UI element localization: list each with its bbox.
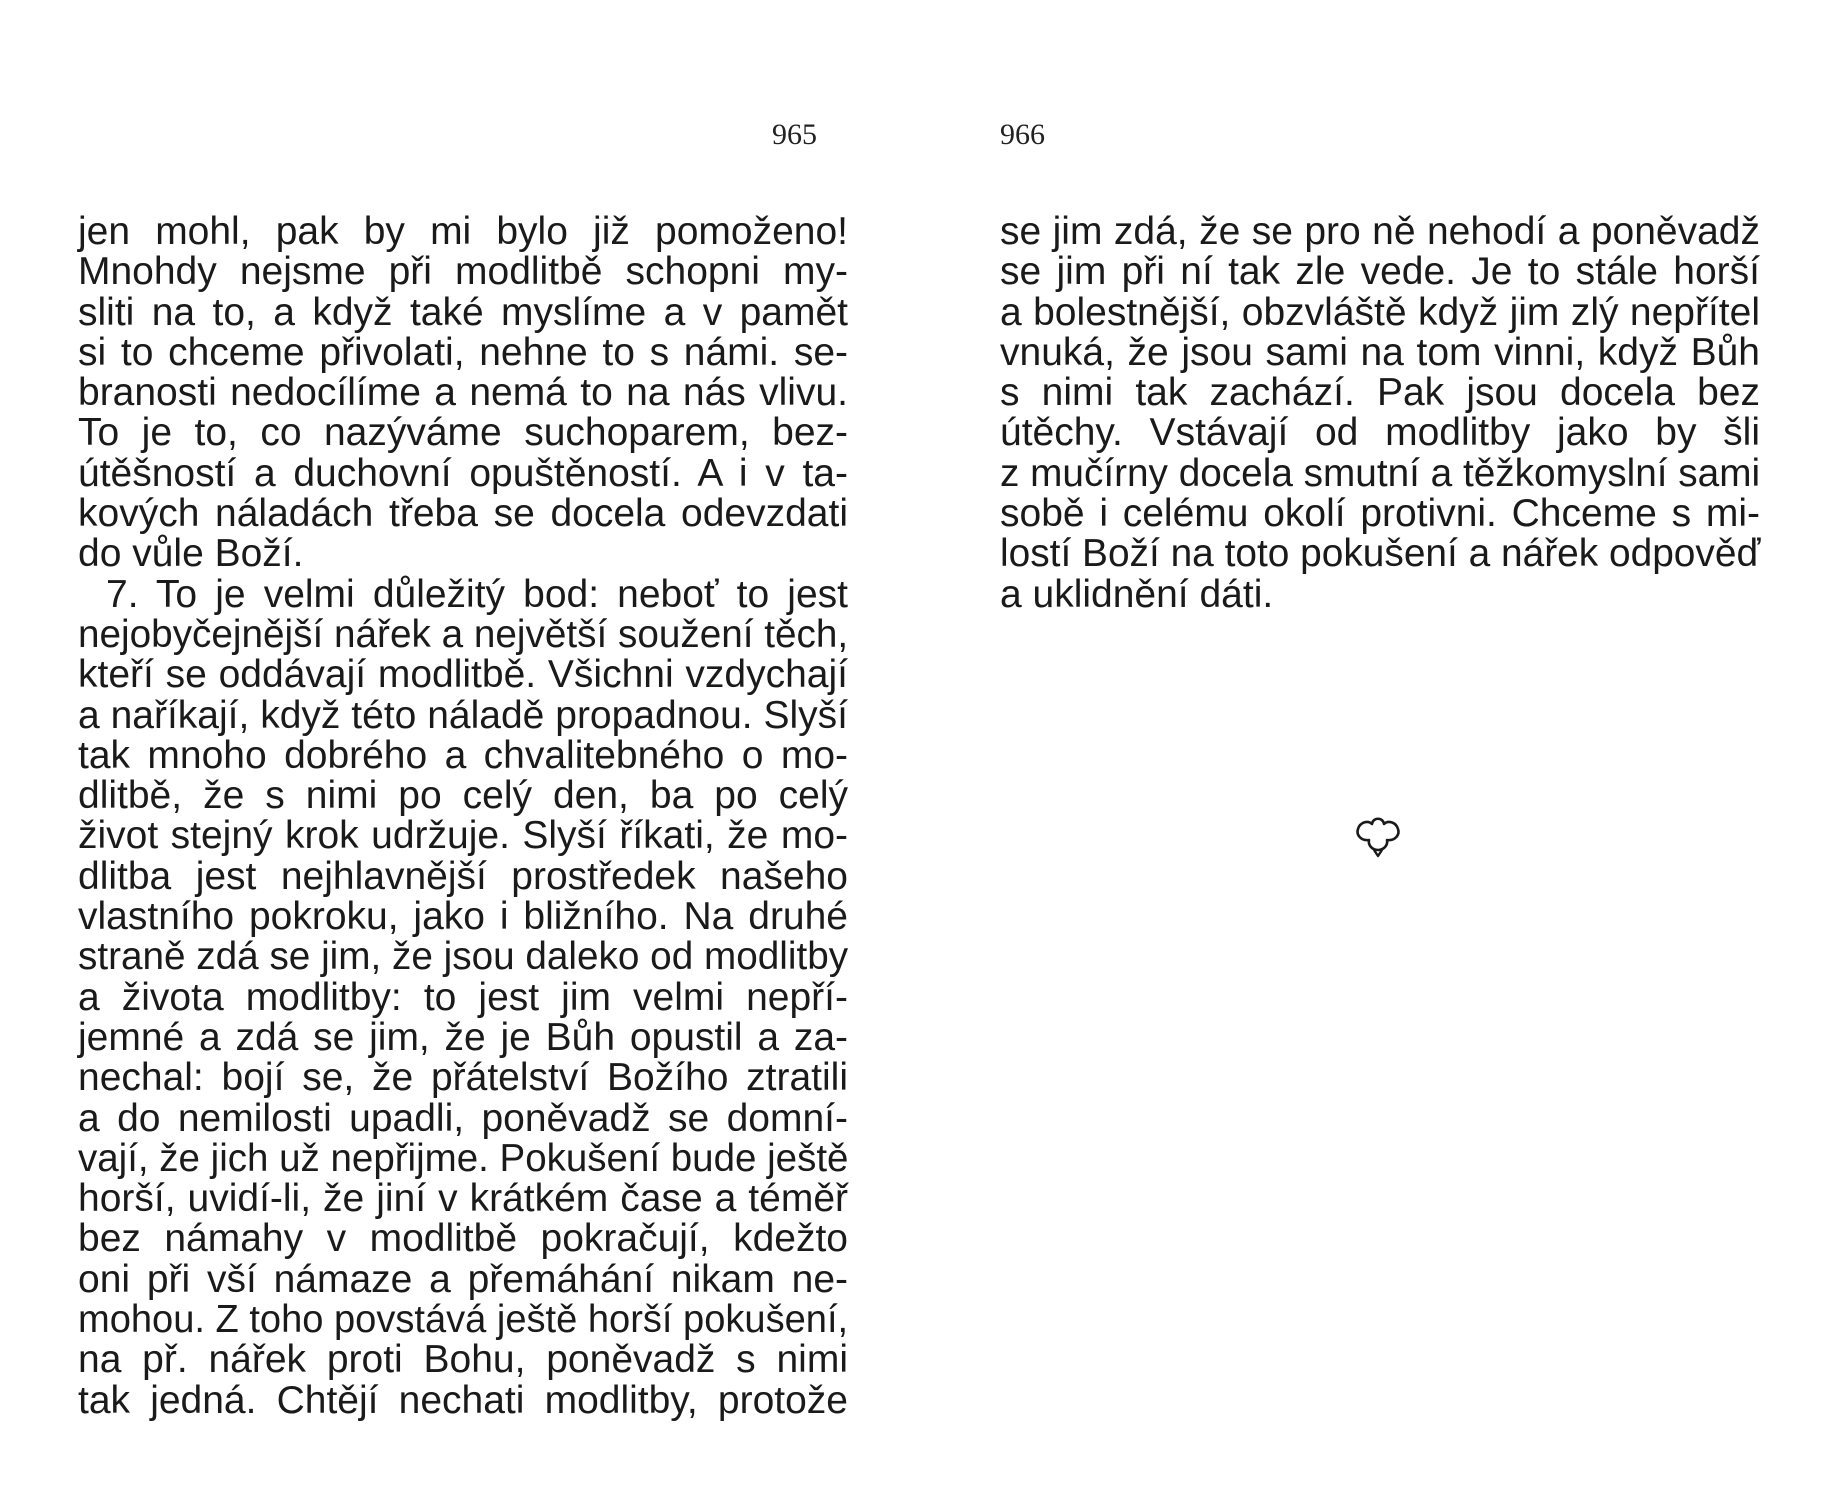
text-line: si to chceme přivolati, nehne to s námi. se- — [78, 330, 848, 374]
text-line: se jim zdá, že se pro ně nehodí a poněvadž — [1000, 210, 1760, 253]
text-line: tak mnoho dobrého a chvalitebného o mo- — [78, 733, 848, 777]
text-line: vlastního pokroku, jako i bližního. Na druhé — [78, 895, 848, 939]
text-line: Mnohdy nejsme při modlitbě schopni my- — [78, 250, 848, 294]
left-page-text — [78, 212, 848, 1421]
text-line: se jim při ní tak zle vede. Je to stále horší — [1000, 250, 1760, 294]
text-line: do vůle Boží. — [78, 532, 304, 576]
text-line: oni při vší námaze a přemáhání nikam ne- — [78, 1257, 848, 1301]
text-line: s nimi tak zachází. Pak jsou docela bez — [1000, 371, 1760, 415]
text-line: z mučírny docela smutní a těžkomyslní sami — [1000, 451, 1761, 495]
text-line: útěšností a duchovní opuštěností. A i v ta- — [78, 451, 848, 495]
text-line: útěchy. Vstávají od modlitby jako by šli — [1000, 411, 1760, 455]
text-line: a bolestnější, obzvláště když jim zlý nepřítel — [1000, 290, 1760, 334]
text-line: a do nemilosti upadli, poněvadž se domní- — [78, 1096, 848, 1140]
text-line: horší, uvidí-li, že jiní v krátkém čase a téměř — [78, 1177, 848, 1221]
text-line: straně zdá se jim, že jsou daleko od modlitby — [78, 935, 849, 979]
text-line: To je to, co nazýváme suchoparem, bez- — [78, 411, 848, 455]
text-line: sliti na to, a když také myslíme a v pamět — [78, 290, 848, 334]
text-line: a uklidnění dáti. — [1000, 572, 1274, 616]
trefoil-ornament-icon — [1352, 812, 1404, 858]
text-line: a života modlitby: to jest jim velmi nepří- — [78, 975, 848, 1019]
text-line: vnuká, že jsou sami na tom vinni, když Bůh — [1000, 330, 1760, 374]
page-number-right: 966 — [1000, 118, 1045, 151]
text-line: branosti nedocílíme a nemá to na nás vlivu. — [78, 371, 848, 415]
text-line: a naříkají, když této náladě propadnou. Slyší — [78, 693, 848, 737]
text-line: dlitba jest nejhlavnější prostředek našeho — [78, 854, 848, 898]
text-line: dlitbě, že s nimi po celý den, ba po celý — [78, 774, 848, 818]
text-line: kteří se oddávají modlitbě. Všichni vzdychají — [78, 653, 848, 697]
page-number-left: 965 — [772, 118, 817, 151]
text-line: bez námahy v modlitbě pokračují, kdežto — [78, 1217, 848, 1261]
text-line: kových náladách třeba se docela odevzdati — [78, 492, 848, 536]
text-line: mohou. Z toho povstává ještě horší pokušení, — [78, 1298, 849, 1342]
right-page-text — [1000, 212, 1760, 615]
text-line: jemné a zdá se jim, že je Bůh opustil a za- — [78, 1015, 848, 1059]
text-line: na př. nářek proti Bohu, poněvadž s nimi — [78, 1338, 848, 1382]
text-line: život stejný krok udržuje. Slyší říkati, že mo- — [78, 814, 848, 858]
text-line: jen mohl, pak by mi bylo již pomoženo! — [78, 210, 848, 253]
text-line: nechal: bojí se, že přátelství Božího ztratili — [78, 1056, 848, 1100]
text-line: nejobyčejnější nářek a největší soužení těch, — [78, 612, 849, 656]
text-line: lostí Boží na toto pokušení a nářek odpověď — [1000, 532, 1761, 576]
text-line: vají, že jich už nepřijme. Pokušení bude ještě — [78, 1136, 849, 1180]
text-line: tak jedná. Chtějí nechati modlitby, protože — [78, 1378, 848, 1422]
paragraph-start-line: 7. To je velmi důležitý bod: neboť to jest — [106, 572, 848, 616]
text-line: sobě i celému okolí protivni. Chceme s mi- — [1000, 492, 1760, 536]
